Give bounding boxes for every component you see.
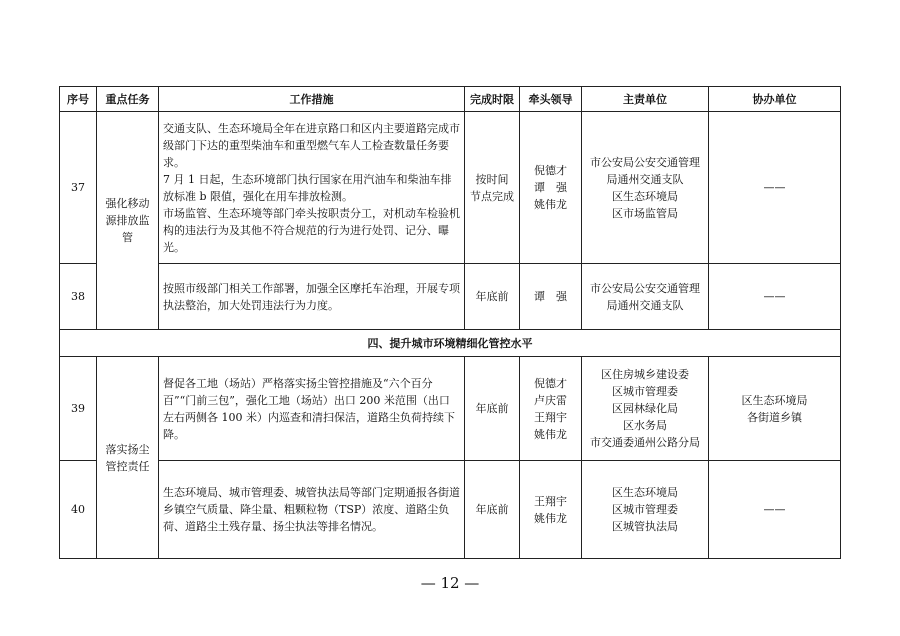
leader-cell: 倪德才 卢庆雷 王翔宇 姚伟龙: [520, 357, 582, 461]
deadline-cell: 年底前: [465, 357, 520, 461]
leader-cell: 倪德才 谭 强 姚伟龙: [520, 112, 582, 264]
work-plan-table: [59, 86, 841, 559]
table-row: [60, 357, 841, 461]
table-header-row: [60, 87, 841, 112]
header-task: 重点任务: [97, 87, 159, 112]
measures-cell: [159, 461, 465, 559]
task-cell: 落实扬尘 管控责任: [97, 357, 159, 559]
measure-text: 7 月 1 日起，生态环境部门执行国家在用汽油车和柴油车排放标准 b 限值，强化在用车排放检测。: [163, 172, 452, 203]
row-no: 40: [60, 461, 97, 559]
row-no: 39: [60, 357, 97, 461]
header-measures: 工作措施: [159, 87, 465, 112]
row-no: 37: [60, 112, 97, 264]
deadline-cell: 年底前: [465, 264, 520, 330]
header-assist-unit: 协办单位: [709, 87, 841, 112]
assist-unit-cell: ——: [709, 112, 841, 264]
leader-cell: 王翔宇 姚伟龙: [520, 461, 582, 559]
measures-cell: [159, 357, 465, 461]
table-row: [60, 461, 841, 559]
assist-unit-cell: ——: [709, 461, 841, 559]
measure-text: 交通支队、生态环境局全年在进京路口和区内主要道路完成市级部门下达的重型柴油车和重型燃气车人工检查数量任务要求。: [163, 121, 460, 169]
header-lead-unit: 主责单位: [582, 87, 709, 112]
measure-text: 督促各工地（场站）严格落实扬尘管控措施及“六个百分百”“门前三包”，强化工地（场站）出口 200 米范围（出口左右两侧各 100 米）内巡查和清扫保洁，道路尘负荷持续下降。: [163, 376, 455, 441]
page-number: — 12 —: [420, 574, 480, 592]
assist-unit-cell: ——: [709, 264, 841, 330]
section-title: 四、提升城市环境精细化管控水平: [60, 330, 841, 357]
measure-text: 生态环境局、城市管理委、城管执法局等部门定期通报各街道乡镇空气质量、降尘量、粗颗粒物（TSP）浓度、道路尘负荷、道路尘土残存量、扬尘执法等排名情况。: [163, 486, 460, 533]
table-row: [60, 264, 841, 330]
task-cell: 强化移动 源排放监 管: [97, 112, 159, 330]
measure-text: 按照市级部门相关工作部署，加强全区摩托车治理，开展专项执法整治，加大处罚违法行为力度。: [163, 281, 460, 312]
leader-cell: 谭 强: [520, 264, 582, 330]
header-deadline: 完成时限: [465, 87, 520, 112]
deadline-cell: 年底前: [465, 461, 520, 559]
lead-unit-cell: 市公安局公安交通管理 局通州交通支队 区生态环境局 区市场监管局: [582, 112, 709, 264]
lead-unit-cell: 区住房城乡建设委 区城市管理委 区园林绿化局 区水务局 市交通委通州公路分局: [582, 357, 709, 461]
deadline-cell: 按时间 节点完成: [465, 112, 520, 264]
measure-text: 市场监管、生态环境等部门牵头按职责分工，对机动车检验机构的违法行为及其他不符合规范的行为进行处罚、记分、曝光。: [163, 206, 460, 254]
row-no: 38: [60, 264, 97, 330]
section-row: [60, 330, 841, 357]
lead-unit-cell: 市公安局公安交通管理 局通州交通支队: [582, 264, 709, 330]
lead-unit-cell: 区生态环境局 区城市管理委 区城管执法局: [582, 461, 709, 559]
assist-unit-cell: 区生态环境局 各街道乡镇: [709, 357, 841, 461]
table-row: [60, 112, 841, 264]
header-no: 序号: [60, 87, 97, 112]
header-leader: 牵头领导: [520, 87, 582, 112]
measures-cell: [159, 264, 465, 330]
measures-cell: [159, 112, 465, 264]
